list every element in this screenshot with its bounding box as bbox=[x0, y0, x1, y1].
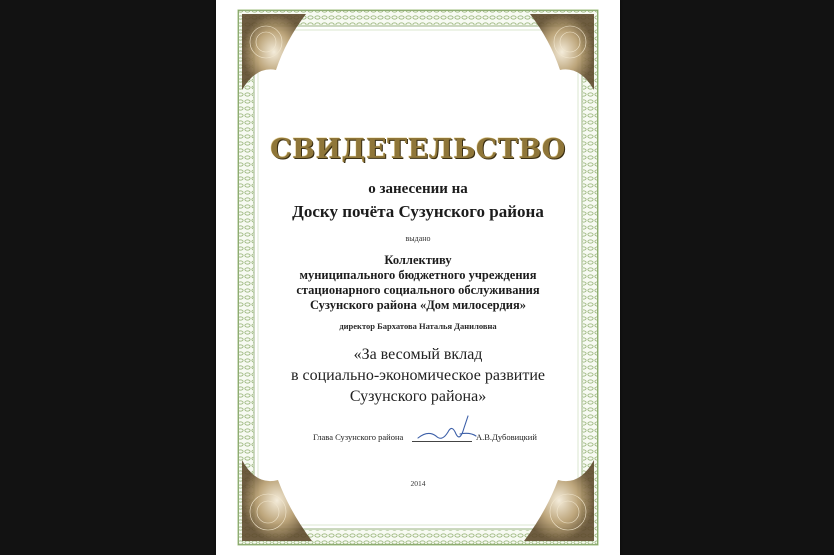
subtitle-line-1: о занесении на bbox=[368, 181, 468, 197]
certificate-year: 2014 bbox=[410, 479, 426, 488]
certificate-title: СВИДЕТЕЛЬСТВО bbox=[270, 134, 566, 165]
issued-label: выдано bbox=[405, 234, 431, 243]
recipient-block bbox=[216, 253, 620, 313]
reason-line: Сузунского района» bbox=[349, 388, 487, 405]
signatory-name: А.В.Дубовицкий bbox=[476, 432, 537, 442]
recipient-line: муниципального бюджетного учреждения bbox=[299, 268, 537, 282]
reason-line: в социально-экономическое развитие bbox=[290, 367, 546, 384]
recipient-line: Сузунского района «Дом милосердия» bbox=[309, 298, 527, 312]
subtitle-line-2: Доску почёта Сузунского района bbox=[292, 202, 544, 221]
certificate-sheet bbox=[216, 0, 620, 555]
recipient-line: стационарного социального обслуживания bbox=[296, 283, 540, 297]
handwritten-signature bbox=[414, 412, 480, 448]
reason-block bbox=[216, 344, 620, 407]
recipient-line: Коллективу bbox=[384, 253, 452, 267]
signatory-title: Глава Сузунского района bbox=[313, 432, 404, 442]
reason-line: «За весомый вклад bbox=[353, 346, 483, 363]
director-line: директор Бархатова Наталья Даниловна bbox=[339, 321, 497, 331]
